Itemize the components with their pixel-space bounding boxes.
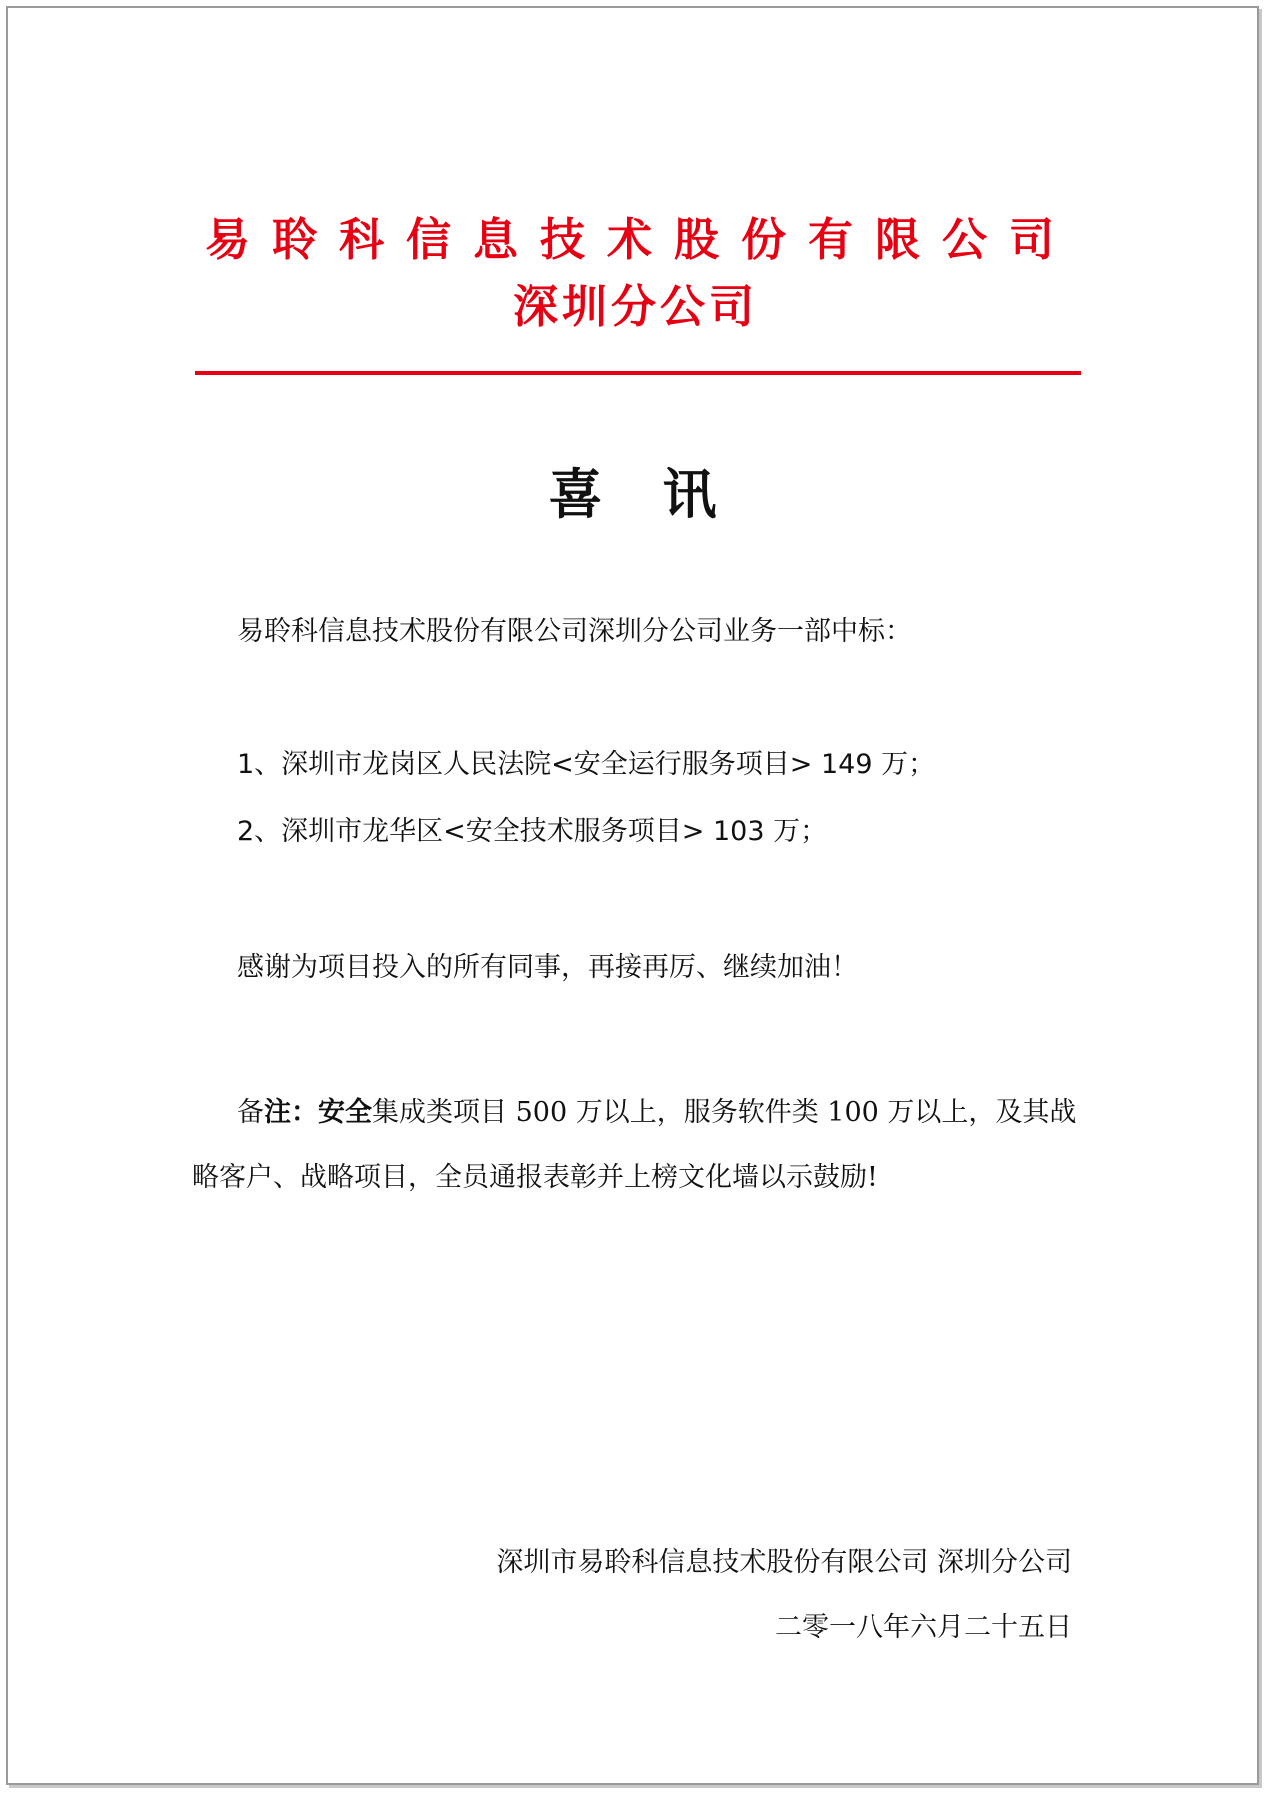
note-label-prefix: 备 [237, 1097, 264, 1128]
bid-item-1: 1、深圳市龙岗区人民法院<安全运行服务项目> 149 万； [237, 749, 936, 780]
red-divider-line [195, 371, 1081, 375]
signature-organization: 深圳市易聆科信息技术股份有限公司 深圳分公司 [496, 1547, 1072, 1578]
note-paragraph [192, 1080, 1077, 1210]
thanks-paragraph: 感谢为项目投入的所有同事，再接再厉、继续加油！ [237, 952, 858, 983]
branch-name-title: 深圳分公司 [512, 280, 758, 333]
bid-item-2: 2、深圳市龙华区<安全技术服务项目> 103 万； [237, 816, 828, 847]
signature-date: 二零一八年六月二十五日 [775, 1612, 1072, 1643]
intro-paragraph: 易聆科信息技术股份有限公司深圳分公司业务一部中标： [237, 616, 912, 647]
note-text: 集成类项目 500 万以上，服务软件类 100 万以上，及其战略客户、战略项目，全员通报表彰并上榜文化墙以示鼓励! [192, 1097, 1077, 1193]
notice-heading-char-1: 喜 [548, 463, 605, 526]
note-label-bold: 注：安全 [264, 1097, 372, 1128]
company-name-title: 易聆科信息技术股份有限公司 [204, 213, 1076, 266]
notice-heading-char-2: 讯 [662, 463, 719, 526]
notice-heading [0, 452, 1267, 529]
